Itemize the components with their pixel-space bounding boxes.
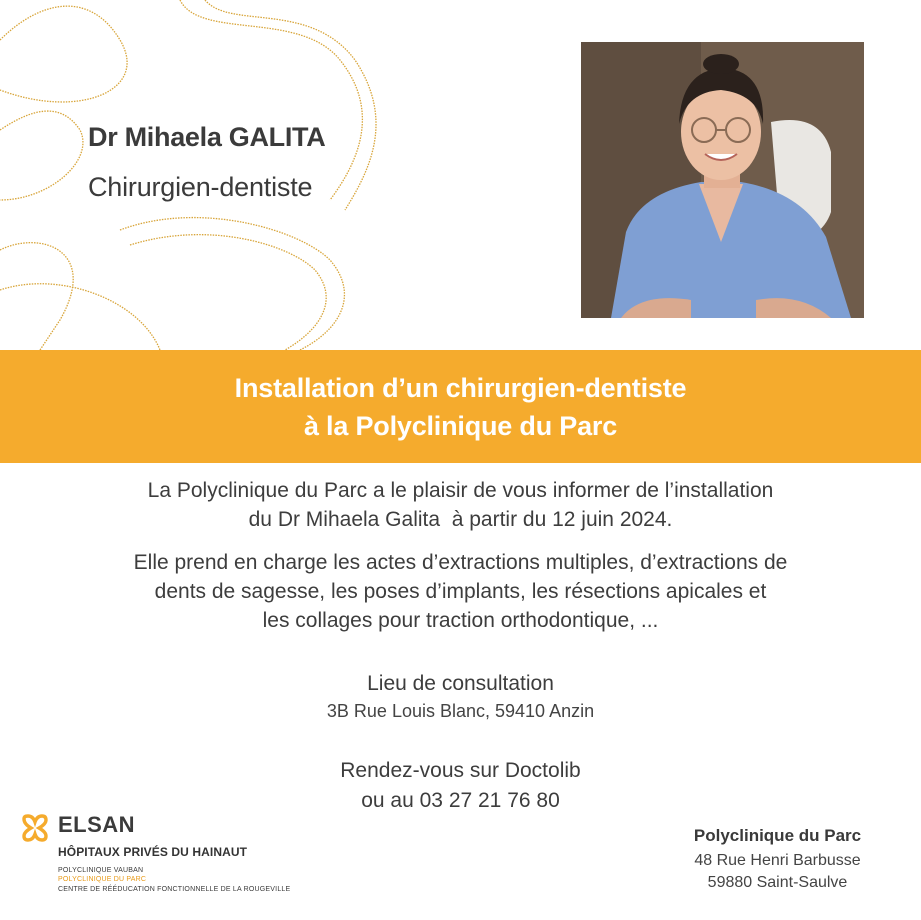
elsan-brand: ELSAN <box>58 812 136 837</box>
intro-paragraph <box>0 476 921 534</box>
services-line-2: dents de sagesse, les poses d’implants, les résections apicales et <box>154 580 767 603</box>
clinic-street: 48 Rue Henri Barbusse <box>694 852 861 869</box>
logo-tagline: HÔPITAUX PRIVÉS DU HAINAUT <box>58 845 248 859</box>
announcement-banner <box>0 350 921 463</box>
elsan-logo-icon <box>20 814 50 842</box>
doctor-name: Dr Mihaela GALITA <box>88 122 326 152</box>
intro-line-2 <box>0 505 921 534</box>
services-paragraph <box>0 548 921 635</box>
consultation-title: Lieu de consultation <box>367 672 554 695</box>
elsan-logo <box>20 812 340 902</box>
logo-line-rougeville: CENTRE DE RÉÉDUCATION FONCTIONNELLE DE LA ROUGEVILLE <box>58 886 291 893</box>
services-line-3: les collages pour traction orthodontique, ... <box>262 609 659 632</box>
clinic-city: 59880 Saint-Saulve <box>707 874 848 891</box>
banner-line-1: Installation d’un chirurgien-dentiste <box>234 372 687 403</box>
banner-line-2: à la Polyclinique du Parc <box>303 410 618 441</box>
intro-doctor-name: Dr Mihaela Galita <box>277 508 441 531</box>
doctor-photo <box>581 42 864 318</box>
logo-line-vauban: POLYCLINIQUE VAUBAN <box>58 867 144 874</box>
consultation-address: 3B Rue Louis Blanc, 59410 Anzin <box>326 701 595 721</box>
logo-line-parc: POLYCLINIQUE DU PARC <box>58 876 147 883</box>
services-line-1: Elle prend en charge les actes d’extractions multiples, d’extractions de <box>133 551 788 574</box>
intro-prefix: du <box>248 508 278 531</box>
booking-phone: ou au 03 27 21 76 80 <box>361 789 560 812</box>
booking-line-1: Rendez-vous sur Doctolib <box>340 759 581 782</box>
intro-line-1: La Polyclinique du Parc a le plaisir de vous informer de l’installation <box>147 479 774 502</box>
clinic-name: Polyclinique du Parc <box>693 826 862 845</box>
intro-date: à partir du 12 juin 2024. <box>440 508 673 531</box>
doctor-role: Chirurgien-dentiste <box>88 172 313 202</box>
